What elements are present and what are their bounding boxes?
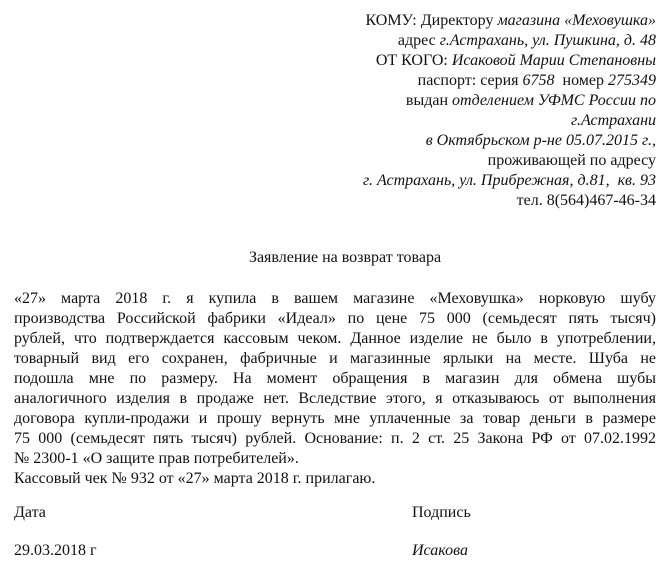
header-line	[56, 151, 656, 171]
body-line: договора купли-продажи и прошу вернуть мне уплаченные за товар деньги в размере	[14, 410, 656, 427]
body-line: товарный вид его сохранен, фабричные и магазинные ярлыки на месте. Шуба не	[14, 350, 656, 367]
header-line	[56, 191, 656, 211]
document-title: Заявление на возврат товара	[248, 249, 442, 266]
body-line: аналогичного изделия в продаже нет. Вследствие этого, я отказываюсь от выполнения	[14, 390, 656, 407]
header-line	[56, 71, 656, 91]
body-line: подошла мне по размеру. На момент обращения в магазин для обмена шубы	[14, 370, 656, 387]
body-line: производства Российской фабрики «Идеал» по цене 75 000 (семьдесят пять тысяч)	[14, 310, 656, 327]
body-line: рублей, что подтверждается кассовым чеком. Данное изделие не было в употреблении,	[14, 330, 656, 347]
filled-value: в Октябрьском р-не 05.07.2015 г.,	[425, 132, 656, 149]
filled-value: 275349	[608, 72, 656, 89]
header-line	[56, 111, 656, 131]
body-line: № 2300-1 «О защите прав потребителей».	[14, 450, 299, 467]
field-label: выдан	[405, 92, 453, 109]
body-line: Кассовый чек № 932 от «27» марта 2018 г. прилагаю.	[14, 470, 376, 487]
header-line	[56, 51, 656, 71]
filled-value: Исаковой Марии Степановны	[451, 52, 656, 69]
date-value: 29.03.2018 г	[14, 542, 97, 559]
header-line	[56, 131, 656, 151]
body-line: «27» марта 2018 г. я купила в вашем магазине «Меховушка» норковую шубу	[14, 290, 656, 307]
field-label: адрес	[397, 32, 440, 49]
field-label: ОТ КОГО:	[375, 52, 452, 69]
signature-label: Подпись	[412, 504, 471, 521]
filled-value: г. Астрахань, ул. Прибрежная, д.81, кв. 93	[362, 172, 656, 189]
filled-value: г.Астрахани	[570, 112, 656, 129]
filled-value: 6758	[522, 72, 555, 89]
header-line	[56, 91, 656, 111]
date-label: Дата	[14, 504, 46, 521]
header-line	[56, 11, 656, 31]
field-label: паспорт: серия	[417, 72, 523, 89]
field-label: номер	[554, 72, 608, 89]
addressee-block	[56, 11, 656, 211]
header-line	[56, 171, 656, 191]
statement-body	[14, 289, 656, 489]
filled-value: г.Астрахань, ул. Пушкина, д. 48	[439, 32, 656, 49]
field-label: тел. 8(564)467-46-34	[516, 192, 656, 209]
filled-value: магазина «Меховушка»	[497, 12, 656, 29]
body-line: 75 000 (семьдесят пять тысяч) рублей. Основание: п. 2 ст. 25 Закона РФ от 07.02.1992	[14, 430, 656, 447]
field-label: КОМУ: Директору	[365, 12, 498, 29]
header-line	[56, 31, 656, 51]
field-label: проживающей по адресу	[487, 152, 656, 169]
filled-value: отделением УФМС России по	[452, 92, 656, 109]
signature-value: Исакова	[412, 542, 468, 559]
